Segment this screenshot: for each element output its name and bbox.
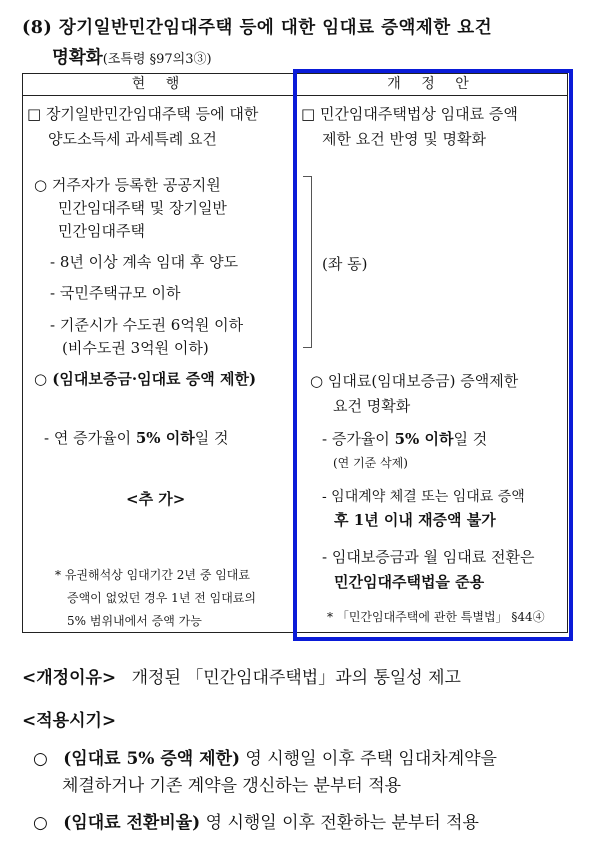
right-box-line2: 제한 요건 반영 및 명확화 bbox=[322, 130, 486, 148]
header-proposed: 개 정 안 bbox=[296, 74, 568, 96]
left-item1-line3: 민간임대주택 bbox=[58, 222, 145, 240]
left-dash4-post: 일 것 bbox=[194, 429, 229, 447]
right-note: * 「민간임대주택에 관한 특별법」 §44④ bbox=[327, 610, 545, 624]
timing-item1-bullet: ○ bbox=[33, 749, 48, 769]
section-title: (8) 장기일반민간임대주택 등에 대한 임대료 증액제한 요건 bbox=[22, 18, 493, 38]
left-box-line1: □ 장기일반민간임대주택 등에 대한 bbox=[27, 105, 259, 123]
left-dash4-pre: - 연 증가율이 bbox=[44, 429, 136, 447]
left-note-line3: 5% 범위내에서 증액 가능 bbox=[67, 614, 202, 628]
left-note-line1: * 유권해석상 임대기간 2년 중 임대료 bbox=[55, 568, 250, 582]
left-added: <추 가> bbox=[126, 490, 186, 508]
timing-label: <적용시기> bbox=[22, 711, 117, 731]
reason-line bbox=[22, 663, 461, 688]
section-title-text: 명확화 bbox=[52, 48, 103, 68]
reason-text: 개정된 「민간임대주택법」과의 통일성 제고 bbox=[131, 668, 461, 688]
right-dash1-note: (연 기준 삭제) bbox=[333, 456, 408, 470]
timing-item1 bbox=[33, 744, 497, 769]
law-reference: (조특령 §97의3③) bbox=[102, 52, 212, 67]
left-dash4-bold: 5% 이하 bbox=[135, 429, 195, 447]
left-dash2: - 국민주택규모 이하 bbox=[50, 284, 181, 302]
section-title-line2 bbox=[52, 44, 212, 69]
left-item1-line2: 민간임대주택 및 장기일반 bbox=[58, 199, 227, 217]
left-dash4 bbox=[44, 427, 228, 448]
left-note-line2: 증액이 없었던 경우 1년 전 임대료의 bbox=[67, 591, 256, 605]
left-dash3-line1: - 기준시가 수도권 6억원 이하 bbox=[50, 316, 244, 334]
right-item1-line2: 요건 명확화 bbox=[333, 397, 411, 415]
timing-item2-bold: (임대료 전환비율) bbox=[63, 813, 201, 833]
timing-item1-line2: 체결하거나 기존 계약을 갱신하는 분부터 적용 bbox=[62, 776, 402, 796]
right-box-line1: □ 민간임대주택법상 임대료 증액 bbox=[301, 105, 518, 123]
timing-item1-bold: (임대료 5% 증액 제한) bbox=[63, 749, 241, 769]
right-item1-line1: ○ 임대료(임대보증금) 증액제한 bbox=[310, 372, 519, 390]
right-dash3-line2: 민간임대주택법을 준용 bbox=[334, 573, 485, 591]
right-dash1-bold: 5% 이하 bbox=[394, 430, 454, 448]
timing-item2 bbox=[33, 808, 479, 833]
left-item1-line1: ○ 거주자가 등록한 공공지원 bbox=[34, 176, 221, 194]
right-same: (좌 동) bbox=[322, 255, 368, 273]
right-dash2-line1: - 임대계약 체결 또는 임대료 증액 bbox=[322, 489, 525, 505]
right-dash2-line2: 후 1년 이내 재증액 불가 bbox=[334, 511, 496, 529]
timing-item2-bullet: ○ bbox=[33, 813, 48, 833]
highlight-box bbox=[293, 69, 573, 641]
right-dash3-line1: - 임대보증금과 월 임대료 전환은 bbox=[322, 548, 535, 566]
left-item2: ○ (임대보증금·임대료 증액 제한) bbox=[34, 370, 257, 388]
left-box-line2: 양도소득세 과세특례 요건 bbox=[48, 130, 217, 148]
right-dash1-post: 일 것 bbox=[453, 430, 488, 448]
left-dash1: - 8년 이상 계속 임대 후 양도 bbox=[50, 253, 239, 271]
timing-item1-text: 영 시행일 이후 주택 임대차계약을 bbox=[240, 749, 497, 769]
header-current: 현 행 bbox=[23, 74, 297, 96]
reason-label: <개정이유> bbox=[22, 668, 117, 688]
left-dash3-line2: (비수도권 3억원 이하) bbox=[62, 339, 209, 357]
right-dash1-pre: - 증가율이 bbox=[322, 430, 395, 448]
timing-item2-text: 영 시행일 이후 전환하는 분부터 적용 bbox=[200, 813, 479, 833]
